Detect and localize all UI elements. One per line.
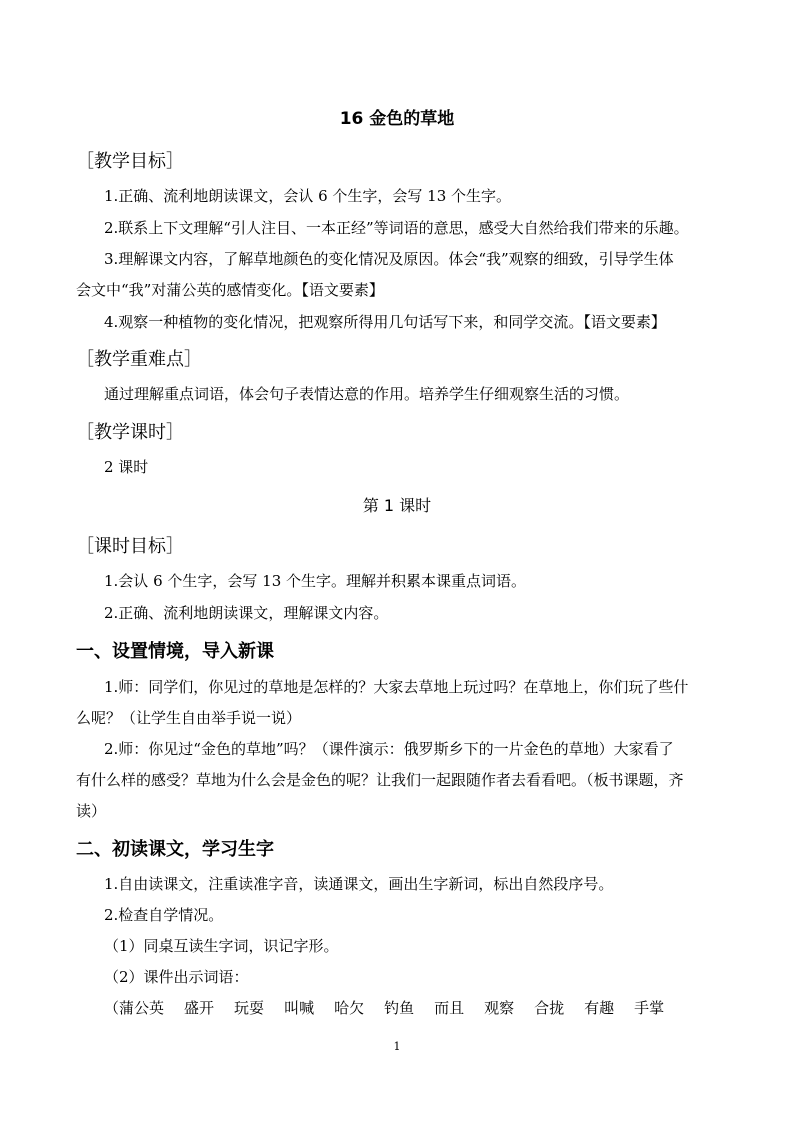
vocabulary-word: 哈欠 [334,999,365,1017]
lesson-goals-heading: ［课时目标］ [76,536,184,557]
objective-item: 2.联系上下文理解“引人注目、一本正经”等词语的意思，感受大自然给我们带来的乐趣。 [104,219,689,237]
lesson-title: 第 1 课时 [362,496,432,515]
document-title: 16 金色的草地 [339,109,455,129]
part2-line: （1）同桌互读生字词，识记字形。 [104,937,339,955]
vocabulary-word: 手掌 [634,999,665,1017]
objective-item-continued: 会文中“我”对蒲公英的感情变化。【语文要素】 [76,281,384,299]
key-points-text: 通过理解重点词语，体会句子表情达意的作用。培养学生仔细观察生活的习惯。 [104,385,630,403]
vocabulary-word: 钓鱼 [384,999,415,1017]
page-number: 1 [393,1040,401,1053]
vocabulary-word: 有趣 [584,999,615,1017]
objective-item: 4.观察一种植物的变化情况，把观察所得用几句话写下来，和同学交流。【语文要素】 [104,313,666,331]
part1-heading: 一、设置情境，导入新课 [76,641,274,662]
vocabulary-list [104,997,684,1018]
vocabulary-open-paren: （ [104,999,120,1017]
part1-line: 读） [76,802,107,820]
vocabulary-word: 而且 [434,999,465,1017]
hours-text: 2 课时 [104,458,149,476]
part1-line: 2.师：你见过“金色的草地”吗？（课件演示：俄罗斯乡下的一片金色的草地）大家看了 [104,740,674,758]
objective-item: 3.理解课文内容，了解草地颜色的变化情况及原因。体会“我”观察的细致，引导学生体 [104,250,674,268]
vocabulary-word: 叫喊 [284,999,315,1017]
vocabulary-word: 盛开 [184,999,215,1017]
part1-line: 1.师：同学们，你见过的草地是怎样的？大家去草地上玩过吗？在草地上，你们玩了些什 [104,678,689,696]
vocabulary-word: 观察 [484,999,515,1017]
part1-line: 么呢？（让学生自由举手说一说） [76,709,302,727]
objectives-heading: ［教学目标］ [76,151,184,172]
objective-item: 1.正确、流利地朗读课文，会认 6 个生字，会写 13 个生字。 [104,187,512,205]
hours-heading: ［教学课时］ [76,422,184,443]
vocabulary-word: 蒲公英 [119,999,165,1017]
vocabulary-word: 合拢 [534,999,565,1017]
lesson-goal-item: 2.正确、流利地朗读课文，理解课文内容。 [104,604,389,622]
key-points-heading: ［教学重难点］ [76,349,202,370]
part2-line: 2.检查自学情况。 [104,906,224,924]
part2-line: （2）课件出示词语： [104,968,249,986]
part2-line: 1.自由读课文，注重读准字音，读通课文，画出生字新词，标出自然段序号。 [104,875,614,893]
lesson-goal-item: 1.会认 6 个生字，会写 13 个生字。理解并积累本课重点词语。 [104,572,527,590]
vocabulary-word: 玩耍 [234,999,265,1017]
part1-line: 有什么样的感受？草地为什么会是金色的呢？让我们一起跟随作者去看看吧。（板书课题，齐 [76,771,684,789]
part2-heading: 二、初读课文，学习生字 [76,839,274,860]
